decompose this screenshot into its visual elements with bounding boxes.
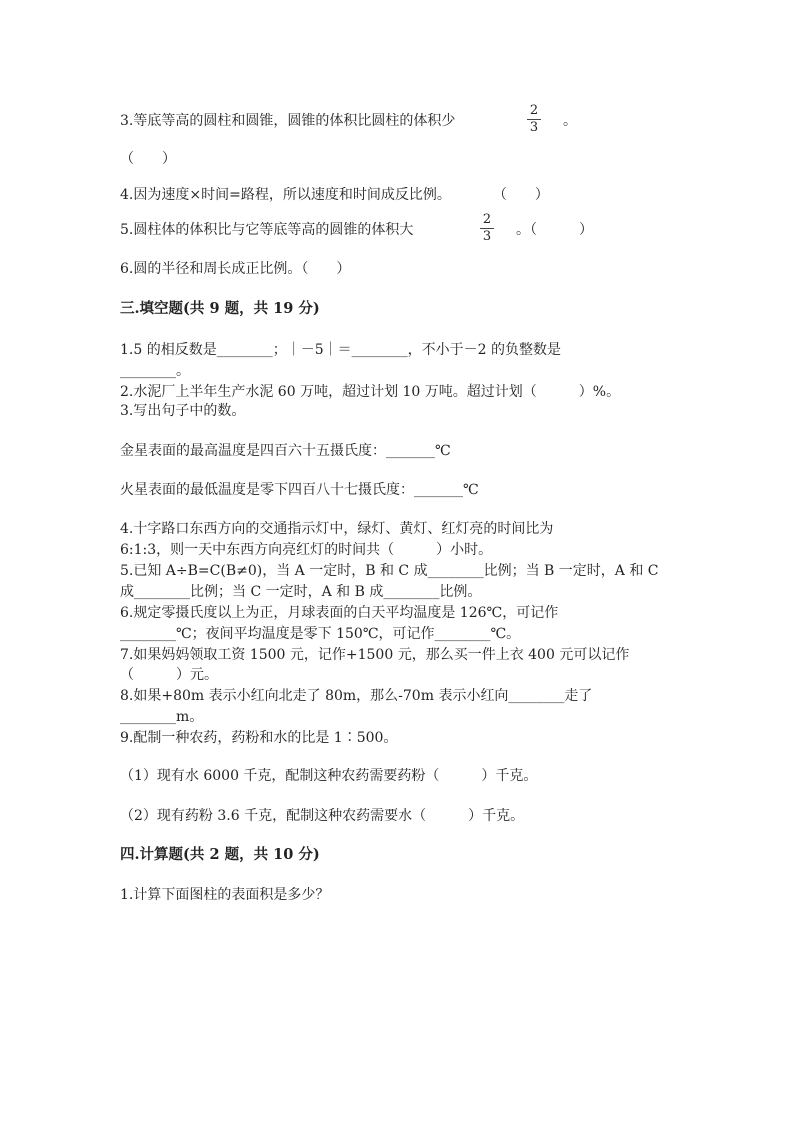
fill-q1-line1: 1.5 的相反数是________；｜－5｜＝________，不小于－2 的负整数是: [120, 342, 561, 358]
fraction-denominator: 3: [482, 229, 492, 244]
fill-q7-line1: 7.如果妈妈领取工资 1500 元，记作+1500 元，那么买一件上衣 400 元可以记作: [120, 647, 630, 663]
fill-q2: 2.水泥厂上半年生产水泥 60 万吨，超过计划 10 万吨。超过计划（ ）%。: [120, 384, 621, 400]
fill-q9-part2: （2）现有药粉 3.6 千克，配制这种农药需要水（ ）千克。: [120, 808, 525, 824]
fill-q5-line1: 5.已知 A÷B=C(B≠0)，当 A 一定时，B 和 C 成________比例；当 B 一定时，A 和 C: [120, 563, 659, 579]
judge-q5: [120, 221, 413, 239]
fill-q7-line2: （ ）元。: [120, 667, 218, 683]
fill-q6-line2: ________℃；夜间平均温度是零下 150℃，可记作________℃。: [120, 626, 521, 642]
fill-q3-mars: 火星表面的最低温度是零下四百八十七摄氏度：_______℃: [120, 482, 479, 498]
judge-q3-tail: 。: [563, 113, 577, 129]
fraction-two-thirds: [527, 104, 541, 135]
fraction-denominator: 3: [529, 120, 539, 135]
judge-q3: [120, 112, 455, 130]
judge-q3-text: 3.等底等高的圆柱和圆锥，圆锥的体积比圆柱的体积少: [120, 113, 456, 129]
section-title-fill-in: 三.填空题(共 9 题，共 19 分): [120, 300, 320, 317]
judge-q5-text: 5.圆柱体的体积比与它等底等高的圆锥的体积大: [120, 222, 414, 238]
fill-q9-part1: （1）现有水 6000 千克，配制这种农药需要药粉（ ）千克。: [120, 768, 538, 784]
fraction-numerator: 2: [482, 212, 492, 227]
section-title-calculation: 四.计算题(共 2 题，共 10 分): [120, 846, 320, 863]
fraction-two-thirds: [480, 213, 494, 244]
judge-q4: 4.因为速度×时间=路程，所以速度和时间成反比例。 （ ）: [120, 187, 549, 203]
fill-q3-venus: 金星表面的最高温度是四百六十五摄氏度：_______℃: [120, 443, 451, 459]
fill-q9: 9.配制一种农药，药粉和水的比是 1∶500。: [120, 730, 398, 746]
cylinder-figure-area: [120, 912, 680, 1092]
fill-q4-line2: 6:1:3，则一天中东西方向亮红灯的时间共（ ）小时。: [120, 542, 493, 558]
fill-q1-line2: ________。: [120, 363, 190, 379]
fill-q6-line1: 6.规定零摄氏度以上为正，月球表面的白天平均温度是 126℃，可记作: [120, 605, 559, 621]
calc-q1: 1.计算下面图柱的表面积是多少？: [120, 887, 330, 903]
fraction-numerator: 2: [529, 103, 539, 118]
fill-q5-line2: 成________比例；当 C 一定时，A 和 B 成________比例。: [120, 584, 482, 600]
fill-q8-line1: 8.如果+80m 表示小红向北走了 80m，那么-70m 表示小红向________走了: [120, 688, 593, 704]
fill-q3: 3.写出句子中的数。: [120, 403, 246, 419]
fill-q4-line1: 4.十字路口东西方向的交通指示灯中，绿灯、黄灯、红灯亮的时间比为: [120, 521, 554, 537]
judge-q5-tail: 。（ ）: [516, 222, 593, 238]
judge-q3-answer-paren: （ ）: [120, 151, 176, 167]
fill-q8-line2: ________m。: [120, 709, 204, 725]
judge-q6: 6.圆的半径和周长成正比例。（ ）: [120, 261, 351, 277]
